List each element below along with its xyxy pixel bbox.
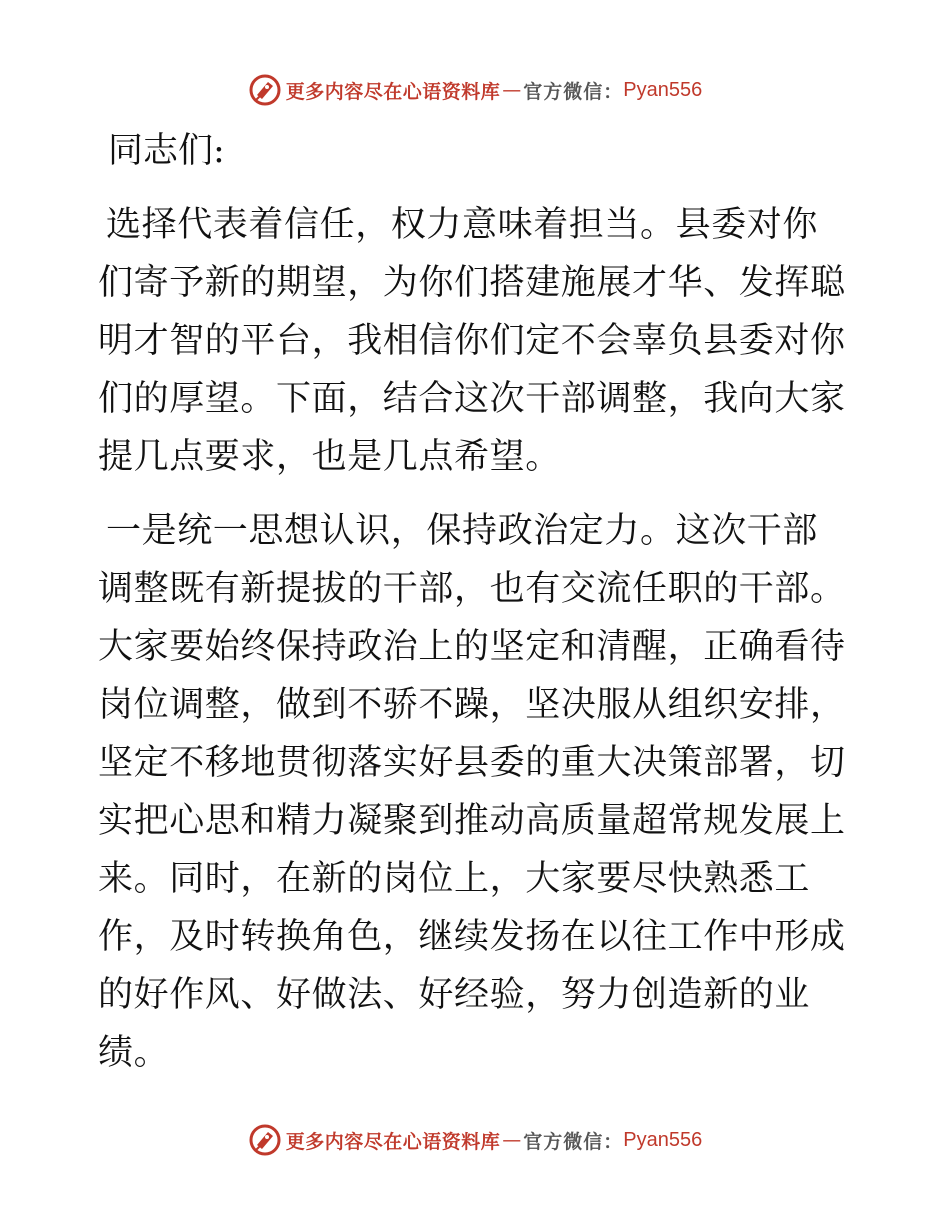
header-dash: — — [502, 79, 522, 101]
header-site-text: 更多内容尽在心语资料库 — [285, 80, 501, 103]
footer-site-text: 更多内容尽在心语资料库 — [285, 1130, 501, 1153]
greeting: 同志们: — [108, 131, 225, 171]
document-body — [98, 122, 850, 1098]
footer-banner — [0, 1120, 950, 1160]
pen-nib-logo-icon — [248, 1123, 282, 1157]
footer-dash: — — [502, 1129, 522, 1151]
footer-wechat-id: Pyan556 — [623, 1128, 703, 1151]
paragraph: 选择代表着信任，权力意味着担当。县委对你们寄予新的期望，为你们搭建施展才华、发挥聪明才智的平台，我相信你们定不会辜负县委对你们的厚望。下面，结合这次干部调整，我向大家提几点要求，也是几点希望。 — [98, 205, 846, 477]
header-wechat-id: Pyan556 — [623, 78, 703, 101]
header-wechat-label: 官方微信： — [523, 80, 624, 103]
pen-nib-logo-icon — [248, 73, 282, 107]
header-banner — [0, 70, 950, 110]
paragraph: 一是统一思想认识，保持政治定力。这次干部调整既有新提拔的干部，也有交流任职的干部。大家要始终保持政治上的坚定和清醒，正确看待岗位调整，做到不骄不躁，坚决服从组织安排，坚定不移地贯彻落实好县委的重大决策部署，切实把心思和精力凝聚到推动高质量超常规发展上来。同时，在新的岗位上，大家要尽快熟悉工作，及时转换角色，继续发扬在以往工作中形成的好作风、好做法、好经验，努力创造新的业绩。 — [98, 511, 846, 1073]
footer-wechat-label: 官方微信： — [523, 1130, 624, 1153]
